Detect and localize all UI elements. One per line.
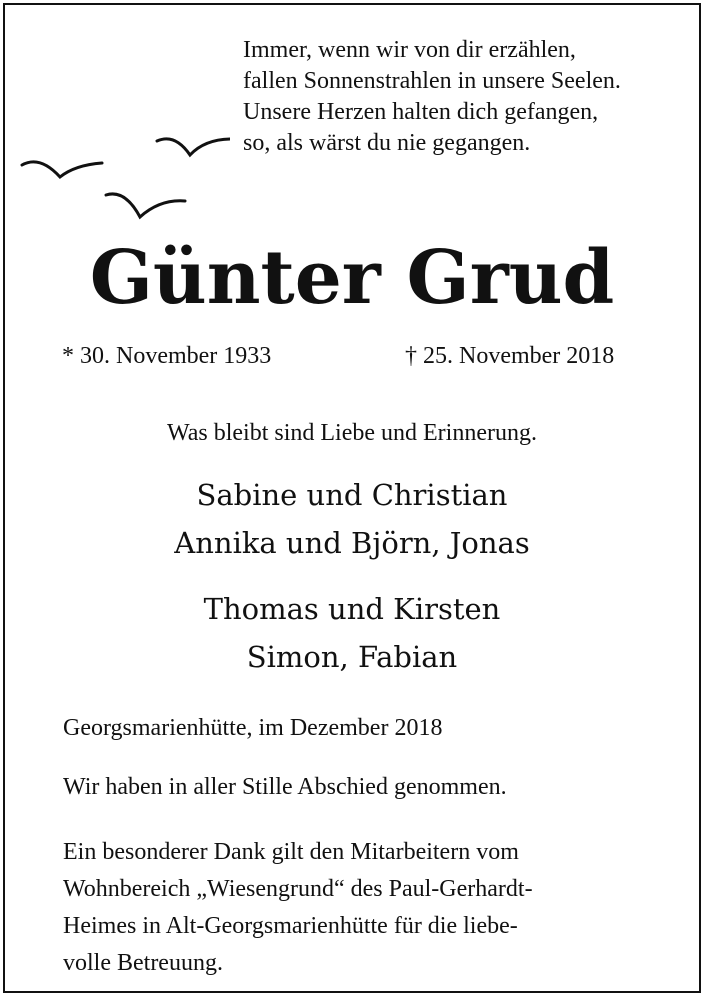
poem <box>243 35 703 159</box>
farewell-note: Wir haben in aller Stille Abschied genommen. <box>63 774 507 800</box>
motto: Was bleibt sind Liebe und Erinnerung. <box>167 420 537 446</box>
thanks-line: Heimes in Alt-Georgsmarienhütte für die liebe- <box>63 913 518 939</box>
thanks-line: Wohnbereich „Wiesengrund“ des Paul-Gerhardt- <box>63 876 533 902</box>
bird-icon <box>157 139 230 155</box>
thanks-line: Ein besonderer Dank gilt den Mitarbeitern vom <box>63 839 519 865</box>
family-line: Annika und Björn, Jonas <box>174 526 530 560</box>
bird-icon <box>106 194 185 217</box>
family-line: Simon, Fabian <box>246 640 458 674</box>
deceased-name: Günter Grud <box>89 235 615 321</box>
family-line: Sabine und Christian <box>196 478 508 512</box>
poem-line: fallen Sonnenstrahlen in unsere Seelen. <box>243 68 621 94</box>
family-group <box>5 585 699 681</box>
obituary-card <box>3 3 701 993</box>
death-date: † 25. November 2018 <box>405 343 615 369</box>
place-date: Georgsmarienhütte, im Dezember 2018 <box>63 715 443 741</box>
poem-line: Unsere Herzen halten dich gefangen, <box>243 99 599 125</box>
family-line: Thomas und Kirsten <box>203 592 501 626</box>
birds-icon <box>20 125 230 235</box>
thanks-note <box>63 834 693 982</box>
poem-line: Immer, wenn wir von dir erzählen, <box>243 37 576 63</box>
poem-line: so, als wärst du nie gegangen. <box>243 130 531 156</box>
family-group <box>5 471 699 567</box>
thanks-line: volle Betreuung. <box>63 950 223 976</box>
birth-date: * 30. November 1933 <box>62 343 272 369</box>
bird-icon <box>22 162 102 177</box>
